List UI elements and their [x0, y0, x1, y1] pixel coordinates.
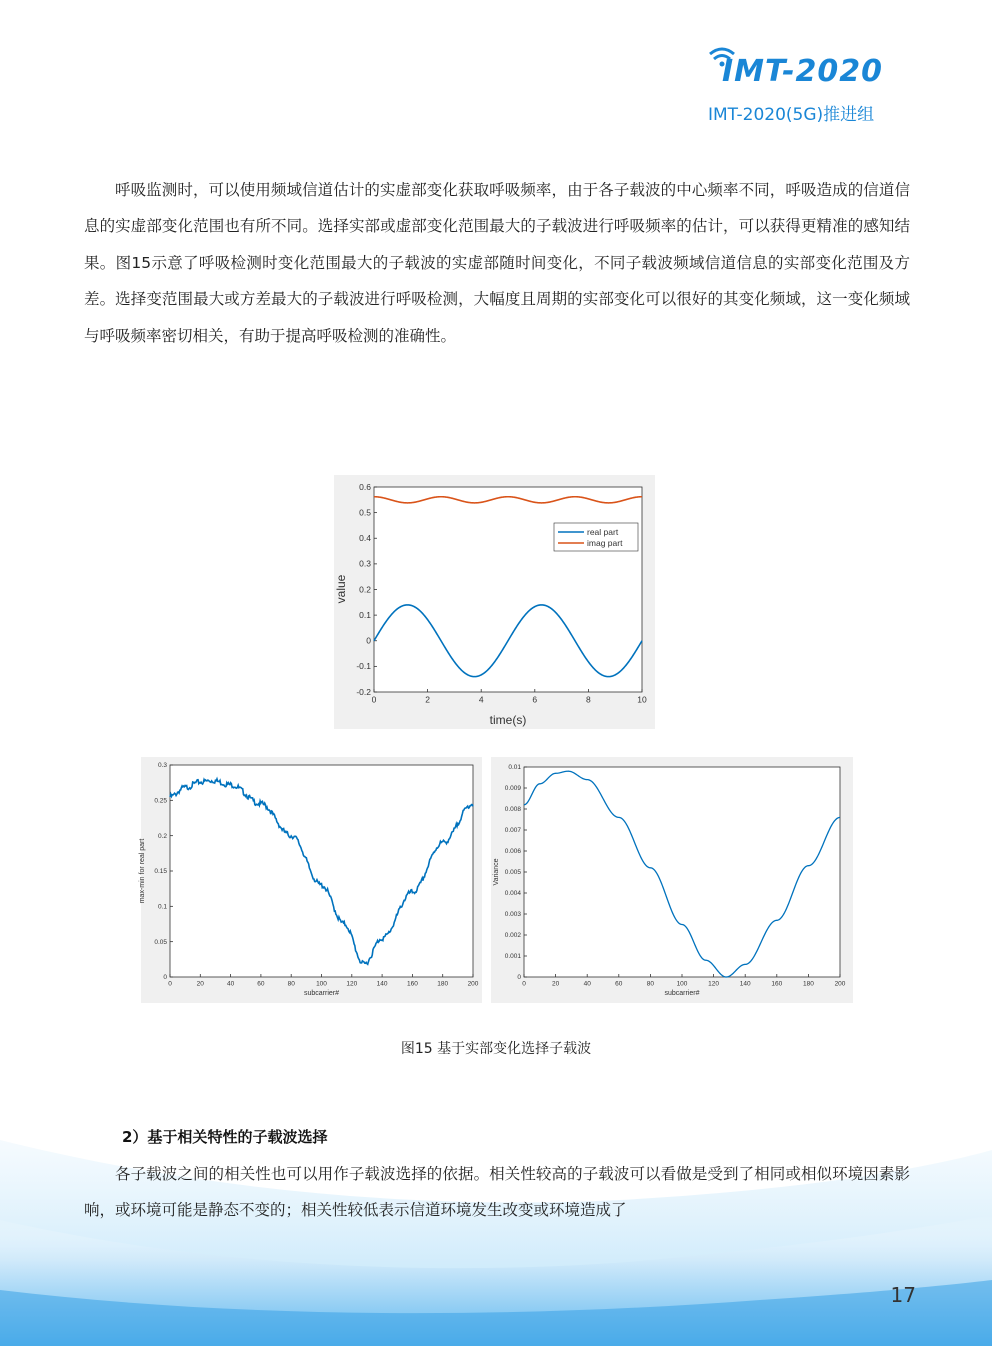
y-tick-label: 0 [163, 974, 167, 982]
y-tick-label: 0.2 [359, 584, 371, 595]
x-tick-label: 120 [346, 980, 358, 988]
plot-area [170, 765, 473, 977]
y-axis-label: value [334, 574, 348, 604]
figure-bottom-left-panel [141, 757, 482, 1003]
x-tick-label: 160 [771, 980, 783, 988]
x-tick-label: 180 [802, 980, 814, 988]
y-tick-label: 0.01 [508, 764, 521, 772]
x-tick-label: 200 [467, 980, 479, 988]
y-tick-label: 0.1 [359, 609, 371, 620]
y-tick-label: -0.2 [356, 686, 371, 697]
x-tick-label: 0 [168, 980, 172, 988]
y-tick-label: 0.006 [504, 848, 521, 856]
x-axis-label: subcarrier# [664, 990, 700, 997]
y-axis-label: Variance [493, 858, 500, 886]
y-tick-label: 0.009 [504, 785, 521, 793]
y-tick-label: 0.2 [157, 832, 167, 840]
x-tick-label: 100 [676, 980, 688, 988]
x-tick-label: 20 [196, 980, 204, 988]
x-tick-label: 40 [583, 980, 591, 988]
paragraph-text: 呼吸监测时，可以使用频域信道估计的实虚部变化获取呼吸频率，由于各子载波的中心频率不同，呼吸造成的信道信息的实虚部变化范围也有所不同。选择实部或虚部变化范围最大的子载波进行呼吸频率的估计，可以获得更精准的感知结果。图15示意了呼吸检测时变化范围最大的子载波的实虚部随时间变化，不同子载波频域信道信息的实部变化范围及方差。选择变范围最大或方差最大的子载波进行呼吸检测，大幅度且周期的实部变化可以很好的其变化频域，这一变化频域与呼吸频率密切相关，有助于提高呼吸检测的准确性。 [84, 181, 910, 345]
plot-area [524, 767, 840, 977]
body-paragraph-1 [84, 172, 910, 354]
x-tick-label: 2 [425, 694, 430, 705]
x-tick-label: 80 [287, 980, 295, 988]
x-tick-label: 140 [739, 980, 751, 988]
x-tick-label: 160 [406, 980, 418, 988]
paragraph-text: 各子载波之间的相关性也可以用作子载波选择的依据。相关性较高的子载波可以看做是受到了相同或相似环境因素影响，或环境可能是静态不变的；相关性较低表示信道环境发生改变或环境造成了 [84, 1165, 910, 1220]
y-tick-label: 0.3 [157, 762, 167, 770]
x-tick-label: 200 [834, 980, 846, 988]
y-tick-label: 0.05 [154, 938, 167, 946]
x-tick-label: 6 [532, 694, 538, 705]
x-tick-label: 120 [708, 980, 720, 988]
y-tick-label: 0.15 [154, 868, 167, 876]
time-series-chart [334, 475, 655, 729]
plot-area [374, 487, 642, 692]
y-tick-label: 0.003 [504, 911, 521, 919]
y-tick-label: 0 [366, 635, 371, 646]
y-tick-label: 0.1 [157, 903, 167, 911]
x-tick-label: 180 [437, 980, 449, 988]
x-tick-label: 40 [226, 980, 235, 988]
figure-bottom-right-panel [491, 757, 853, 1003]
x-tick-label: 100 [316, 980, 327, 988]
logo-text: IMT-2020 [722, 54, 884, 89]
x-axis-label: subcarrier# [303, 990, 340, 997]
figure-top-panel [334, 475, 655, 729]
x-tick-label: 80 [646, 980, 655, 988]
y-tick-label: 0.6 [359, 481, 371, 492]
x-tick-label: 60 [257, 980, 265, 988]
y-tick-label: 0 [517, 974, 521, 982]
y-tick-label: 0.004 [504, 890, 521, 898]
page-number: 17 [890, 1283, 916, 1307]
figure-caption: 图15 基于实部变化选择子载波 [400, 1041, 592, 1057]
y-tick-label: 0.002 [504, 932, 521, 940]
section-title: 2）基于相关特性的子载波选择 [122, 1128, 328, 1146]
variance-chart [491, 757, 853, 1003]
x-tick-label: 4 [478, 694, 484, 705]
x-axis-label: time(s) [489, 713, 527, 727]
y-tick-label: 0.008 [504, 806, 521, 814]
x-tick-label: 20 [551, 980, 560, 988]
y-tick-label: 0.5 [359, 507, 371, 518]
x-tick-label: 60 [615, 980, 623, 988]
body-paragraph-2 [84, 1156, 910, 1229]
y-tick-label: 0.4 [359, 533, 371, 544]
y-tick-label: 0.005 [504, 869, 521, 877]
x-tick-label: 10 [637, 694, 647, 705]
logo-subtitle: IMT-2020(5G)推进组 [708, 105, 875, 125]
y-axis-label: max-min for real part [139, 838, 146, 904]
x-tick-label: 0 [371, 694, 377, 705]
legend-entry: real part [587, 527, 619, 537]
y-tick-label: -0.1 [356, 661, 371, 672]
x-tick-label: 8 [586, 694, 591, 705]
y-tick-label: 0.3 [359, 558, 371, 569]
y-tick-label: 0.25 [154, 797, 167, 805]
y-tick-label: 0.001 [504, 953, 521, 961]
range-chart [141, 757, 482, 1003]
x-tick-label: 0 [522, 980, 526, 988]
x-tick-label: 140 [376, 980, 388, 988]
legend-entry: imag part [587, 538, 623, 548]
y-tick-label: 0.007 [504, 827, 521, 835]
